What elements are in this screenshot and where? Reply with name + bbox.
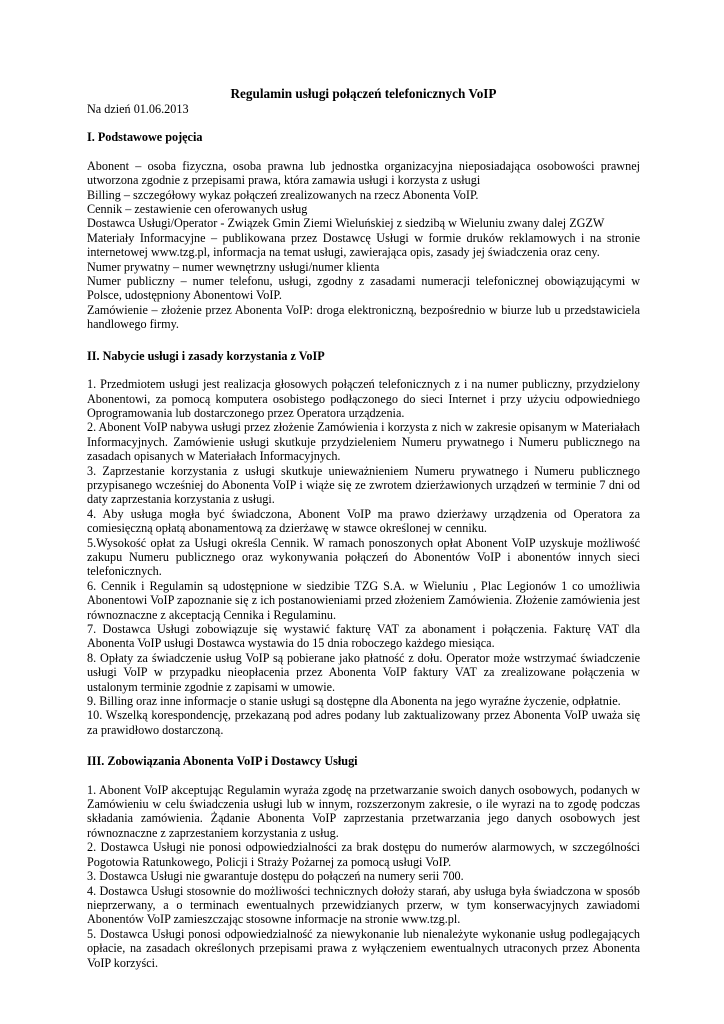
definition-numer-prywatny: Numer prywatny – numer wewnętrzny usługi/numer klienta [87,259,380,274]
document-title: Regulamin usługi połączeń telefonicznych VoIP [230,86,497,101]
clause-2-7: 7. Dostawca Usługi zobowiązuje się wystawić fakturę VAT za abonament i połączenia. Fakturę VAT dla Abonenta VoIP usługi Dostawca wystawia do 15 dnia roboczego każdego miesiąca. [87,622,640,651]
document-date: Na dzień 01.06.2013 [87,102,189,116]
clause-2-6: 6. Cennik i Regulamin są udostępnione w siedzibie TZG S.A. w Wieluniu , Plac Legionów 1 co umożliwia Abonentowi VoIP zapoznanie się z ich postanowieniami przed złożeniem Zamówienia. Złożenie zamówienia jest równoznaczne z akceptacją Cennika i Regulaminu. [87,578,640,622]
definition-zamowienie: Zamówienie – złożenie przez Abonenta VoIP: droga elektroniczną, bezpośrednio w biurze lub u przedstawiciela handlowego firmy. [87,302,640,332]
section-2-heading: II. Nabycie usługi i zasady korzystania z VoIP [87,348,325,363]
definition-abonent: Abonent – osoba fizyczna, osoba prawna lub jednostka organizacyjna nieposiadająca osobowości prawnej utworzona zgodnie z przepisami prawa, która zamawia usługi i korzysta z usługi [87,158,640,188]
clause-2-3: 3. Zaprzestanie korzystania z usługi skutkuje unieważnieniem Numeru prywatnego i Numeru publicznego przypisanego wcześniej do Abonenta VoIP i wiąże się ze zwrotem dzierżawionych urządzeń w terminie 7 dni od daty zaprzestania korzystania z usługi. [87,463,640,507]
definition-numer-publiczny: Numer publiczny – numer telefonu, usługi, zgodny z zasadami numeracji telefonicznej obowiązującymi w Polsce, udostępniony Abonentowi VoIP. [87,274,640,303]
clause-2-1: 1. Przedmiotem usługi jest realizacja głosowych połączeń telefonicznych z i na numer publiczny, przydzielony Abonentowi, za pomocą komputera osobistego podłączonego do sieci Internet i przy użyciu odpowiedniego Oprogramowania lub dostarczonego przez Operatora urządzenia. [87,377,640,420]
definition-dostawca: Dostawca Usługi/Operator - Związek Gmin Ziemi Wieluńskiej z siedzibą w Wieluniu zwany dalej ZGZW [87,216,605,231]
section-1-heading: I. Podstawowe pojęcia [87,130,203,145]
clause-3-2: 2. Dostawca Usługi nie ponosi odpowiedzialności za brak dostępu do numerów alarmowych, w szczególności Pogotowia Ratunkowego, Policji i Straży Pożarnej za pomocą usługi VoIP. [87,840,640,869]
clause-2-2: 2. Abonent VoIP nabywa usługi przez złożenie Zamówienia i korzysta z nich w zakresie opisanym w Materiałach Informacyjnych. Zamówienie usługi skutkuje przydzieleniem Numeru prywatnego i Numeru publicznego na zasadach opisanych w Materiałach Informacyjnych. [87,420,640,464]
clause-3-3: 3. Dostawca Usługi nie gwarantuje dostępu do połączeń na numery serii 700. [87,869,464,884]
definition-billing: Billing – szczegółowy wykaz połączeń zrealizowanych na rzecz Abonenta VoIP. [87,187,479,202]
definition-materialy: Materiały Informacyjne – publikowana przez Dostawcę Usługi w formie druków reklamowych i na stronie internetowej www.tzg.pl, informacja na temat usługi, zawierająca opis, zasady jej świadczenia oraz ceny. [87,230,640,260]
clause-2-4: 4. Aby usługa mogła być świadczona, Abonent VoIP ma prawo dzierżawy urządzenia od Operatora za comiesięczną opłatą abonamentową za dzierżawę w stawce określonej w cenniku. [87,506,640,536]
definition-cennik: Cennik – zestawienie cen oferowanych usług [87,202,308,217]
section-3-body [87,783,640,970]
clause-3-5: 5. Dostawca Usługi ponosi odpowiedzialność za niewykonanie lub nienależyte wykonanie usług podlegających opłacie, na zasadach określonych przepisami prawa z wyłączeniem ewentualnych utraconych przez Abonenta VoIP korzyści. [87,926,640,970]
clause-2-9: 9. Billing oraz inne informacje o stanie usługi są dostępne dla Abonenta na jego wyraźne życzenie, odpłatnie. [87,694,621,709]
clause-2-5: 5.Wysokość opłat za Usługi określa Cennik. W ramach ponoszonych opłat Abonent VoIP uzyskuje możliwość zakupu Numeru publicznego oraz wykonywania połączeń do Abonentów VoIP i abonentów innych sieci telefonicznych. [87,535,640,579]
document-page [87,86,640,987]
section-3-heading: III. Zobowiązania Abonenta VoIP i Dostawcy Usługi [87,754,358,769]
section-2-body [87,377,640,737]
clause-2-8: 8. Opłaty za świadczenie usług VoIP są pobierane jako płatność z dołu. Operator może wstrzymać świadczenie usługi VoIP w przypadku nieopłacenia przez Abonenta VoIP faktury VAT za zrealizowane połączenia w ustalonym terminie zgodnie z zapisami w umowie. [87,650,640,694]
clause-3-1: 1. Abonent VoIP akceptując Regulamin wyraża zgodę na przetwarzanie swoich danych osobowych, podanych w Zamówieniu w celu świadczenia usługi lub w innym, rozszerzonym zakresie, o ile wyrazi na to zgodę podczas składania zamówienia. Żądanie Abonenta VoIP zaprzestania przetwarzania jego danych osobowych jest równoznaczne z zaprzestaniem korzystania z usług. [87,782,640,840]
section-1-body [87,159,640,332]
clause-2-10: 10. Wszelką korespondencję, przekazaną pod adres podany lub zaktualizowany przez Abonenta VoIP uważa się za prawidłowo dostarczoną. [87,708,640,737]
clause-3-4: 4. Dostawca Usługi stosownie do możliwości technicznych dołoży starań, aby usługa była świadczona w sposób nieprzerwany, a o terminach ewentualnych przewidzianych przerw, w tym konserwacyjnych zawiadomi Abonentów VoIP zamieszczając stosowne informacje na stronie www.tzg.pl. [87,883,640,927]
